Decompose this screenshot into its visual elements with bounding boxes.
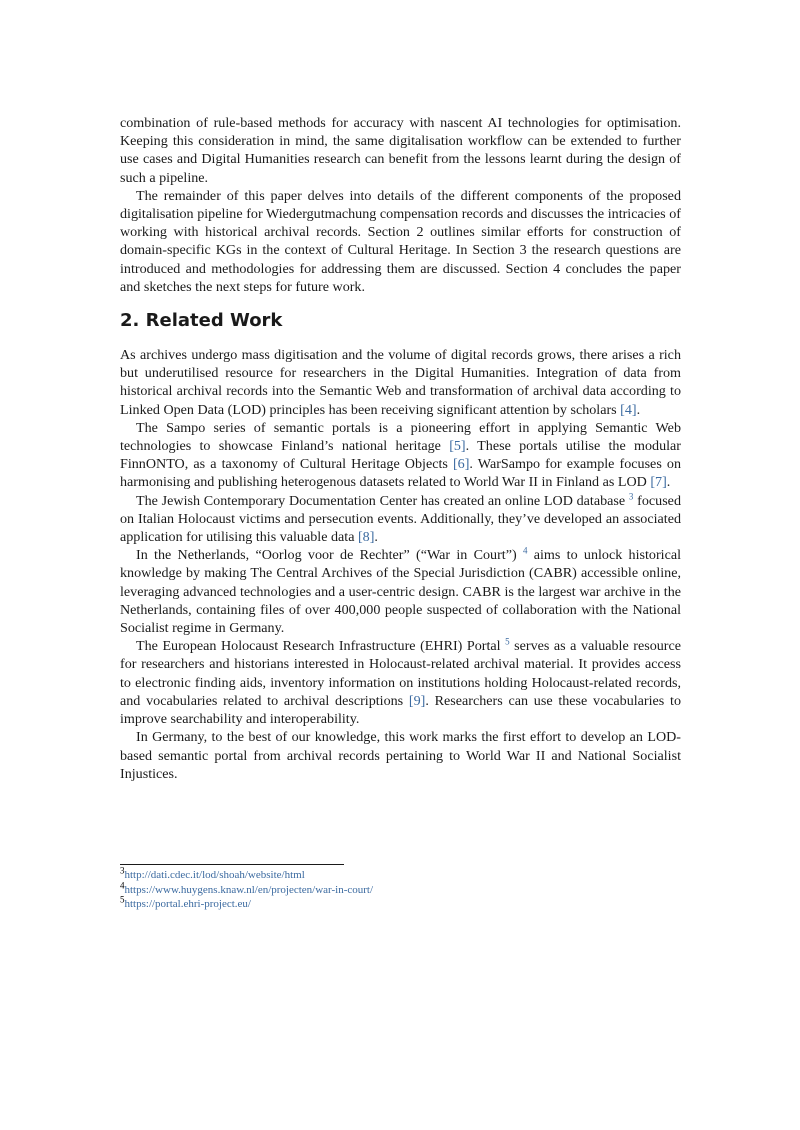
footnotes (120, 864, 681, 912)
related-work-paragraph-4: In the Netherlands, “Oorlog voor de Rechter” (“War in Court”) $^4$ aims to unlock historical knowledge by making The Central Archives of the Special Jurisdiction (CABR) accessible online, leveraging advanced technologies and a user-centric design. CABR is the largest war archive in the Netherlands, containing files of over 400,000 people suspected of collaboration with the National Socialist regime in Germany. (120, 545, 681, 637)
footnote-marker[interactable]: 3 (628, 490, 634, 501)
intro-paragraph-2: The remainder of this paper delves into details of the different components of the proposed digitalisation pipeline for Wiedergutmachung compensation records and discusses the intricacies of working with historical archival records. Section 2 outlines similar efforts for construction of domain-specific KGs in the context of Cultural Heritage. In Section 3 the research questions are introduced and methodologies for addressing them are discussed. Section 4 concludes the paper and sketches the next steps for future work. (120, 187, 681, 295)
footnote-link[interactable]: http://dati.cdec.it/lod/shoah/website/html (124, 869, 305, 881)
section-heading: 2. Related Work (120, 310, 283, 332)
related-work-paragraph-3: The Jewish Contemporary Documentation Center has created an online LOD database $^3$ focused on Italian Holocaust victims and persecution events. Additionally, they’ve developed an associated application for utilising this valuable data [8]. (120, 490, 681, 546)
footnote: $^5$https://portal.ehri-project.eu/ (120, 894, 251, 910)
footnote: $^4$https://www.huygens.knaw.nl/en/projecten/war-in-court/ (120, 879, 374, 896)
citation-link[interactable]: [4] (620, 401, 637, 418)
citation-link[interactable]: [5] (449, 438, 466, 455)
citation-link[interactable]: [8] (357, 529, 375, 546)
footnote-marker[interactable]: 5 (505, 636, 510, 647)
page-body (120, 114, 681, 783)
footnote-link[interactable]: https://portal.ehri-project.eu/ (124, 898, 251, 910)
related-work-paragraph-6: In Germany, to the best of our knowledge, this work marks the first effort to develop an LOD-based semantic portal from archival records pertaining to World War II and National Socialist Injustices. (120, 729, 681, 782)
related-work-paragraph-5: The European Holocaust Research Infrastructure (EHRI) Portal $^5$ serves as a valuable resource for researchers and historians interested in Holocaust-related archival material. It provides access to electronic finding aids, inventory information on institutions holding Holocaust-related records, and vocabularies related to archival descriptions [9]. Researchers can use these vocabularies to improve searchability and interoperability. (120, 636, 681, 728)
citation-link[interactable]: [6] (452, 456, 470, 473)
footnote: $^3$http://dati.cdec.it/lod/shoah/website/html (120, 865, 305, 881)
footnote-marker[interactable]: 4 (522, 545, 528, 556)
citation-link[interactable]: [7] (650, 474, 667, 491)
citation-link[interactable]: [9] (408, 692, 426, 709)
related-work-paragraph-1: As archives undergo mass digitisation and the volume of digital records grows, there arises a rich but underutilised resource for researchers in the Digital Humanities. Integration of data from historical archival records into the Semantic Web and transformation of archival data according to Linked Open Data (LOD) principles has been receiving significant attention by scholars [4]. (120, 347, 681, 418)
intro-paragraph-1: combination of rule-based methods for accuracy with nascent AI technologies for optimisation. Keeping this consideration in mind, the same digitalisation workflow can be extended to further use cases and Digital Humanities research can benefit from the lessons learnt during the design of such a pipeline. (120, 115, 681, 186)
related-work-paragraph-2: The Sampo series of semantic portals is a pioneering effort in applying Semantic Web technologies to showcase Finland’s national heritage [5]. These portals utilise the modular FinnONTO, as a taxonomy of Cultural Heritage Objects [6]. WarSampo for example focuses on harmonising and publishing heterogenous datasets related to World War II in Finland as LOD [7]. (120, 419, 682, 491)
footnote-link[interactable]: https://www.huygens.knaw.nl/en/projecten/war-in-court/ (124, 883, 374, 896)
footnote-divider (120, 864, 344, 865)
